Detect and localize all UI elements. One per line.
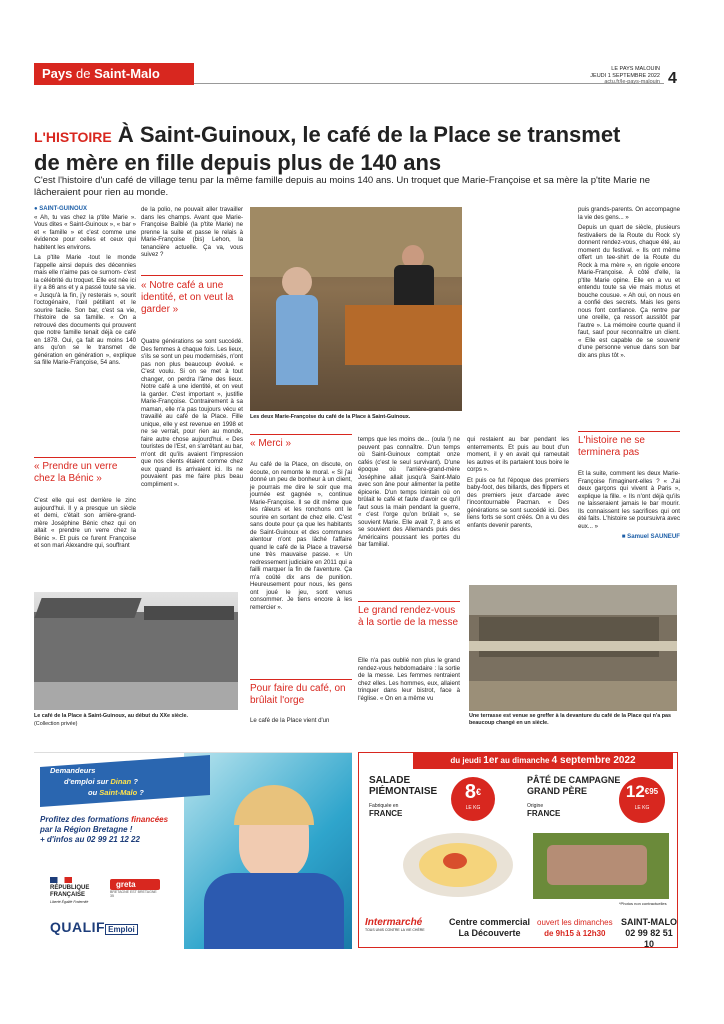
pull-quote-5: Le grand rendez-vous à la sortie de la messe <box>358 605 460 629</box>
greta-logo: greta BRETAGNE EST BRETAGNE 35 <box>110 879 160 898</box>
photo-historic-cafe <box>34 592 238 710</box>
publication-name: LE PAYS MALOUIN <box>611 66 660 72</box>
article-column-3 <box>250 461 352 614</box>
article-column-6b <box>578 470 680 541</box>
pin-icon: ● <box>34 206 38 212</box>
product-pate: PÂTÉ DE CAMPAGNE GRAND PÈRE Origine FRANCE $12^{€95}$ LE KG <box>527 775 677 875</box>
paragraph: Et puis ce fut l'époque des premiers baby-foot, des billards, des flippers et des premiers jeux d'arcade avec l'incontournable Pacman. « Des générations se sont succédé ici. Des liens forts se sont créés. On a vu des enfants devenir parents, <box>467 476 569 529</box>
article-lead: C'est l'histoire d'un café de village tenu par la même famille depuis au moins 140 ans. Un troquet que Marie-Françoise et sa mère la p'tite Marie ne lâcheraient pour rien au monde. <box>34 175 651 198</box>
paragraph: de la polio, ne pouvait aller travailler dans les champs. Avant que Marie-Françoise Baïblé (la p'tite Marie) ne prenne la suite et passe le relais à Marie-Françoise (bis) Lehon, la tenancière actuelle. Ça va, vous suivez ? <box>141 206 243 258</box>
location-tag: ● SAINT-GUINOUX <box>34 206 87 212</box>
store-location: Centre commercial La Découverte <box>449 917 531 938</box>
page-number: 4 <box>668 70 677 87</box>
store-hours: ouvert les dimanches de 9h15 à 12h30 <box>537 918 613 938</box>
republique-logo: RÉPUBLIQUE FRANÇAISE Liberté Égalité Fraternité <box>50 877 89 906</box>
article-column-3b <box>250 717 352 728</box>
paragraph: Depuis un quart de siècle, plusieurs festivaliers de la Route du Rock s'y donnent rendez-vous, chaque été, au moment du festival. « Ils ont même offert un tee-shirt de la Route du Rock à ma mère », en rigole encore Marie-Françoise. À côté d'elle, la p'tite Marie opine. Elle en a vu et entendu toute sa vie mais motus et bouche cousue. « Ah oui, on nous en a confié des secrets. Mais les gens nous font confiance. Ça rentre par une oreille, ça ressort aussitôt par l'autre ». La mémoire courte quand il faut, sauf pour reconnaître un client. « Elle est capable de se souvenir d'une personne venue dans son bar dix ans plus tôt ». <box>578 224 680 359</box>
paragraph: « Ah, tu vas chez la p'tite Marie ». Vous dites « Saint-Guinoux », « bar » et « famille » et c'est comme une évidence pour celles et ceux qui habitent les environs. <box>34 213 136 251</box>
paragraph: Quatre générations se sont succédé. Des femmes à chaque fois. Les lieux, s'ils se sont un peu modernisés, n'ont pas non plus beaucoup évolué. « C'est voulu. Si on se met à tout changer, on perdra l'âme des lieux. Notre café a une identité, et on veut la garder. C'est important », justifie Marie-Françoise. Contrairement à sa maman, elle n'a pas toujours vécu et travaillé au café de la Place. Fille unique, elle y est revenue en 1998 et ne se verrait, pour rien au monde, faire autre chose aujourd'hui. « Des touristes de l'Est, en s'arrêtant au bar, m'ont dit qu'ils avaient l'impression que nos clients étaient comme chez eux quand ils arrivaient ici. Ils ne pouvaient pas me faire plus beau compliment ». <box>141 338 243 488</box>
ad-phone[interactable]: + d'infos au 02 99 21 12 22 <box>40 835 140 844</box>
author-signature: ■ Samuel SAUNEUF <box>621 533 680 540</box>
article-column-4b <box>358 657 460 705</box>
pull-quote-2: « Notre café a une identité, et on veut la garder » <box>141 280 243 316</box>
ad-body: Profitez des formations financées par la Région Bretagne ! + d'infos au 02 99 21 12 22 <box>40 815 190 845</box>
article-column-1b <box>34 497 136 553</box>
article-column-2b <box>141 338 243 491</box>
article-title-line2: de mère en fille depuis plus de 140 ans <box>34 150 442 175</box>
paragraph: puis grands-parents. On accompagne la vie des gens... » <box>578 206 680 221</box>
paragraph: La p'tite Marie -tout le monde l'appelle ainsi depuis des décennies mais elle n'aime pas ce surnom- c'est la célébrité du troquet. Elle est née ici il y a 86 ans et y a passé toute sa vie. « Jusqu'à la fin, j'y resterais », sourit l'octogénaire, l'œil pétillant et le sourire facile. Son bar, c'est sa vie, l'histoire de sa famille. « On a retrouvé des documents qui prouvent que notre famille tenait déjà ce café en 1878. Oui, ça fait au moins 140 ans qu'on se le transmet de génération en génération », explique sa fille Marie-Françoise, 54 ans. <box>34 254 136 366</box>
ad-headline: Demandeurs d'emploi sur Dinan ? ou Saint-Malo ? <box>50 766 144 797</box>
photo2-caption: Le café de la Place à Saint-Guinoux, au début du XXe siècle. <box>34 713 188 719</box>
photo1-caption: Les deux Marie-Françoise du café de la Place à Saint-Guinoux. <box>250 414 411 420</box>
photo-two-women-bar <box>250 207 462 411</box>
product-salade: SALADE PIÉMONTAISE Fabriquée en FRANCE 8€ LE KG <box>369 775 519 875</box>
paragraph: Au café de la Place, on discute, on écoute, on remonte le moral. « Si j'ai donné un peu de bonheur à un client, je pourrais me dire le soir que ma journée est gagnée », continue Marie-Françoise. Il se dit même que les râleurs et les ronchons ont le sourire en sortant de chez elle. C'est sans doute pour ça que les habitants de Saint-Guinoux et des communes alentour n'ont pas lâché l'affaire quand le café de la Place a traversé une très mauvaise passe. « Un redressement judiciaire en 2011 qui a failli marquer la fin de l'aventure. Ça m'a coûté dix ans de punition. Heureusement pour nous, les gens ont joué le jeu, sont venus consommer. Je tiens encore à les remercier ». <box>250 461 352 611</box>
photo-salade <box>403 833 513 897</box>
website-link[interactable]: actu.fr/le-pays-malouin <box>604 79 660 85</box>
article-kicker: L'HISTOIRE <box>34 129 112 145</box>
paragraph: temps que les moins de... (oula !) ne peuvent pas connaître. D'un temps où Saint-Guinoux comptait onze cafés (c'est le seul survivant). D'une époque où l'arrière-grand-mère Joséphine allait jusqu'à Saint-Malo avec son âne pour alimenter la petite épicerie. D'un temps lointain où on brûlait le café et faute d'avoir ce qu'il faut sous la main pendant la guerre, « c'est l'orge qu'on brûlait », se souvient Marie. Elle avait 7, 8 ans et se souvient des Allemands puis des Américains poussant les portes du bar familial. <box>358 436 460 548</box>
ad-formations[interactable] <box>34 752 352 949</box>
store-phone[interactable]: 02 99 82 51 10 <box>625 928 673 948</box>
ad-date-banner: du jeudi 1er au dimanche 4 septembre 2022 <box>413 753 673 769</box>
article-column-6 <box>578 206 680 362</box>
ad-intermarche[interactable] <box>358 752 678 948</box>
article-column-2 <box>141 206 243 262</box>
article-title-line1: À Saint-Guinoux, le café de la Place se transmet <box>117 122 621 147</box>
section-title: Pays de Saint-Malo <box>42 66 160 81</box>
publication-info <box>560 66 660 86</box>
paragraph: Le café de la Place vient d'un <box>250 717 330 724</box>
issue-date: JEUDI 1 SEPTEMBRE 2022 <box>590 72 660 79</box>
photo-disclaimer: *Photos non contractuelles <box>619 901 667 906</box>
photo-terrace <box>469 585 677 711</box>
paragraph: C'est elle qui est derrière le zinc aujourd'hui. Il y a presque un siècle et demi, c'était son arrière-grand-mère Joséphine Bénic chez qui on allait « prendre un verre chez la Bénic ». Et puis ce furent Françoise et son mari Alexandre qui, souffrant <box>34 497 136 549</box>
store-contact: SAINT-MALO 02 99 82 51 10 <box>621 917 677 948</box>
price-badge-salade: 8€ LE KG <box>451 777 495 821</box>
photo2-credit: (Collection privée) <box>34 721 78 727</box>
photo3-caption: Une terrasse est venue se greffer à la devanture du café de la Place qui n'a pas beaucoup changé en un siècle. <box>469 713 672 726</box>
article-column-4 <box>358 436 460 552</box>
photo-pate <box>533 833 669 899</box>
pull-quote-4: Pour faire du café, on brûlait l'orge <box>250 683 352 707</box>
qualif-emploi-logo: QUALIF Emploi <box>50 919 138 937</box>
paragraph: Et la suite, comment les deux Marie-Françoise l'imaginent-elles ? « J'ai deux garçons qui vivent à Paris », explique la fille. « Ils n'ont déjà qu'ils ne laisseraient jamais le bar mourir. Ils connaissent les sacrifices qui ont été faits. L'histoire se poursuivra avec eux... » <box>578 470 680 530</box>
article-title-block <box>34 122 694 175</box>
paragraph: Elle n'a pas oublié non plus le grand rendez-vous hebdomadaire : la sortie de la messe. Les femmes rentraient chez elles. Les hommes, eux, allaient trinquer dans leur bistrot, face à l'église. « On en a même vu <box>358 657 460 702</box>
price-badge-pate: $12^{€95}$ LE KG <box>619 777 665 823</box>
pull-quote-6: L'histoire ne se terminera pas <box>578 435 680 459</box>
paragraph: qui restaient au bar pendant les enterrements. Et puis au bout d'un moment, il y en avait qui rameutait les autres et ils partaient tous boire le corps ». <box>467 436 569 473</box>
pull-quote-1: « Prendre un verre chez la Bénic » <box>34 461 136 485</box>
pull-quote-3: « Merci » <box>250 438 352 450</box>
article-column-1 <box>34 206 136 370</box>
intermarche-logo: Intermarché TOUS UNIS CONTRE LA VIE CHÈRE <box>365 917 425 932</box>
article-column-5 <box>467 436 569 532</box>
